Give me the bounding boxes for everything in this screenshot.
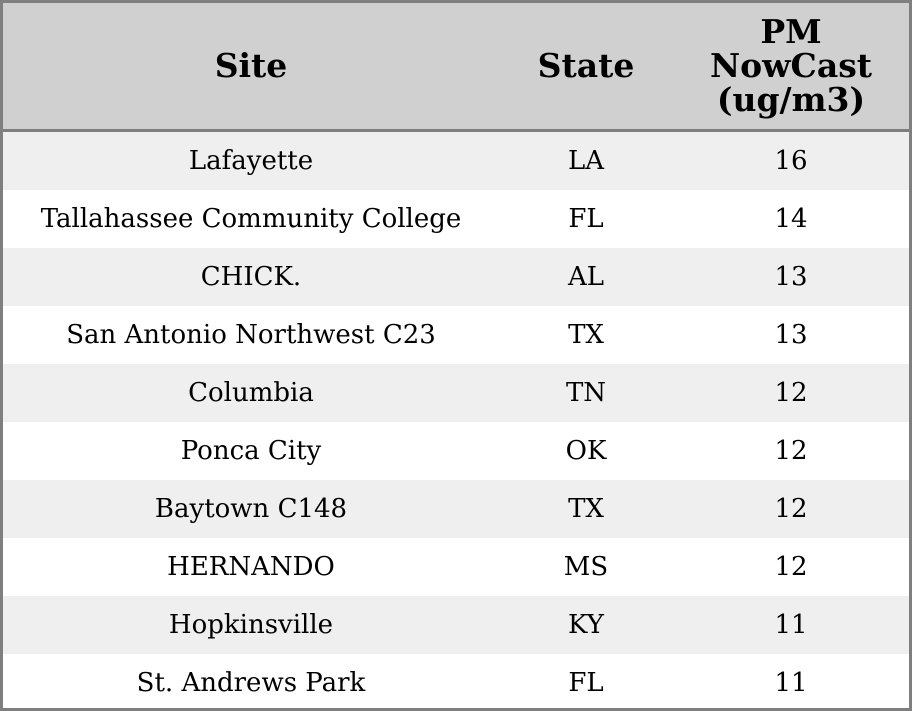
site-cell: Baytown C148 — [154, 494, 348, 524]
state-cell: TX — [568, 320, 604, 350]
pm-value-cell: 12 — [774, 552, 808, 582]
header-site — [3, 3, 499, 129]
table-body — [3, 132, 909, 711]
table-row — [3, 596, 909, 654]
table-row — [3, 480, 909, 538]
header-pm-nowcast — [673, 3, 909, 129]
pm-value-cell: 11 — [774, 668, 808, 698]
site-cell: Hopkinsville — [168, 610, 334, 640]
pm-value-cell: 13 — [774, 320, 808, 350]
pm-value-cell: 11 — [774, 610, 808, 640]
site-cell: Lafayette — [188, 146, 314, 176]
header-pm-line-2: NowCast — [709, 46, 873, 85]
header-state — [499, 3, 673, 129]
table-row — [3, 132, 909, 190]
table-row — [3, 248, 909, 306]
pm-value-cell: 12 — [774, 494, 808, 524]
pm-value-cell: 13 — [774, 262, 808, 292]
table-row — [3, 538, 909, 596]
header-pm-line-1: PM — [760, 12, 822, 51]
pm-value-cell: 12 — [774, 378, 808, 408]
pm-value-cell: 16 — [774, 146, 808, 176]
table-row — [3, 190, 909, 248]
site-cell: Columbia — [188, 378, 314, 408]
table-header-row — [3, 3, 909, 132]
state-cell: LA — [567, 146, 605, 176]
header-state-label: State — [537, 46, 635, 85]
state-cell: TN — [565, 378, 607, 408]
site-cell: CHICK. — [200, 262, 302, 292]
pm-value-cell: 12 — [774, 436, 808, 466]
header-site-label: Site — [214, 46, 288, 85]
table-row — [3, 364, 909, 422]
site-cell: HERNANDO — [167, 552, 335, 582]
state-cell: FL — [568, 204, 604, 234]
state-cell: TX — [568, 494, 604, 524]
state-cell: AL — [567, 262, 605, 292]
site-cell: San Antonio Northwest C23 — [66, 320, 436, 350]
state-cell: FL — [568, 668, 604, 698]
state-cell: OK — [565, 436, 607, 466]
table-row — [3, 306, 909, 364]
site-cell: Ponca City — [180, 436, 322, 466]
table-row — [3, 422, 909, 480]
site-cell: St. Andrews Park — [136, 668, 366, 698]
header-pm-line-3: (ug/m3) — [716, 80, 866, 119]
table-row — [3, 654, 909, 711]
pm-value-cell: 14 — [774, 204, 808, 234]
state-cell: MS — [563, 552, 609, 582]
header-pm-nowcast-lines — [709, 12, 873, 119]
site-cell: Tallahassee Community College — [40, 204, 462, 234]
state-cell: KY — [568, 610, 604, 640]
